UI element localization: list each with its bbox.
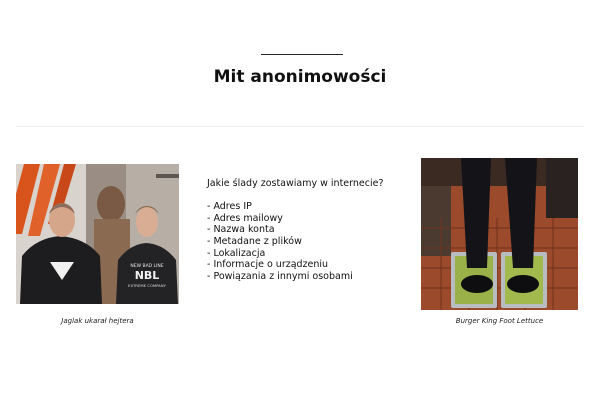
list-item: - Adres IP (207, 201, 252, 213)
shirt-text-logo: NBL (134, 269, 160, 282)
photo-burger-king-caption: Burger King Foot Lettuce (455, 317, 544, 325)
photo-jaglak-caption: Jaglak ukarał hejtera (61, 317, 134, 325)
list-item: - Lokalizacja (207, 247, 266, 259)
list-item: - Informacje o urządzeniu (207, 259, 329, 271)
header-divider (16, 126, 584, 127)
photo-burger-king-illustration (421, 158, 578, 310)
shirt-text-line-1: NEW BAD LINE (130, 264, 164, 269)
traces-list (207, 201, 407, 282)
list-item: - Nazwa konta (207, 224, 275, 236)
list-item: - Metadane z plików (207, 235, 302, 247)
photo-burger-king (421, 158, 578, 310)
photo-jaglak (16, 164, 179, 304)
content-question: Jakie ślady zostawiamy w internecie? (207, 178, 384, 189)
photo-jaglak-illustration (16, 164, 179, 304)
list-item: - Powiązania z innymi osobami (207, 270, 353, 282)
title-top-rule (261, 54, 343, 55)
slide-title: Mit anonimowości (213, 67, 387, 87)
shirt-text-line-3: EXTREME COMPANY (128, 283, 166, 288)
slide-content (207, 178, 407, 282)
list-item: - Adres mailowy (207, 212, 283, 224)
